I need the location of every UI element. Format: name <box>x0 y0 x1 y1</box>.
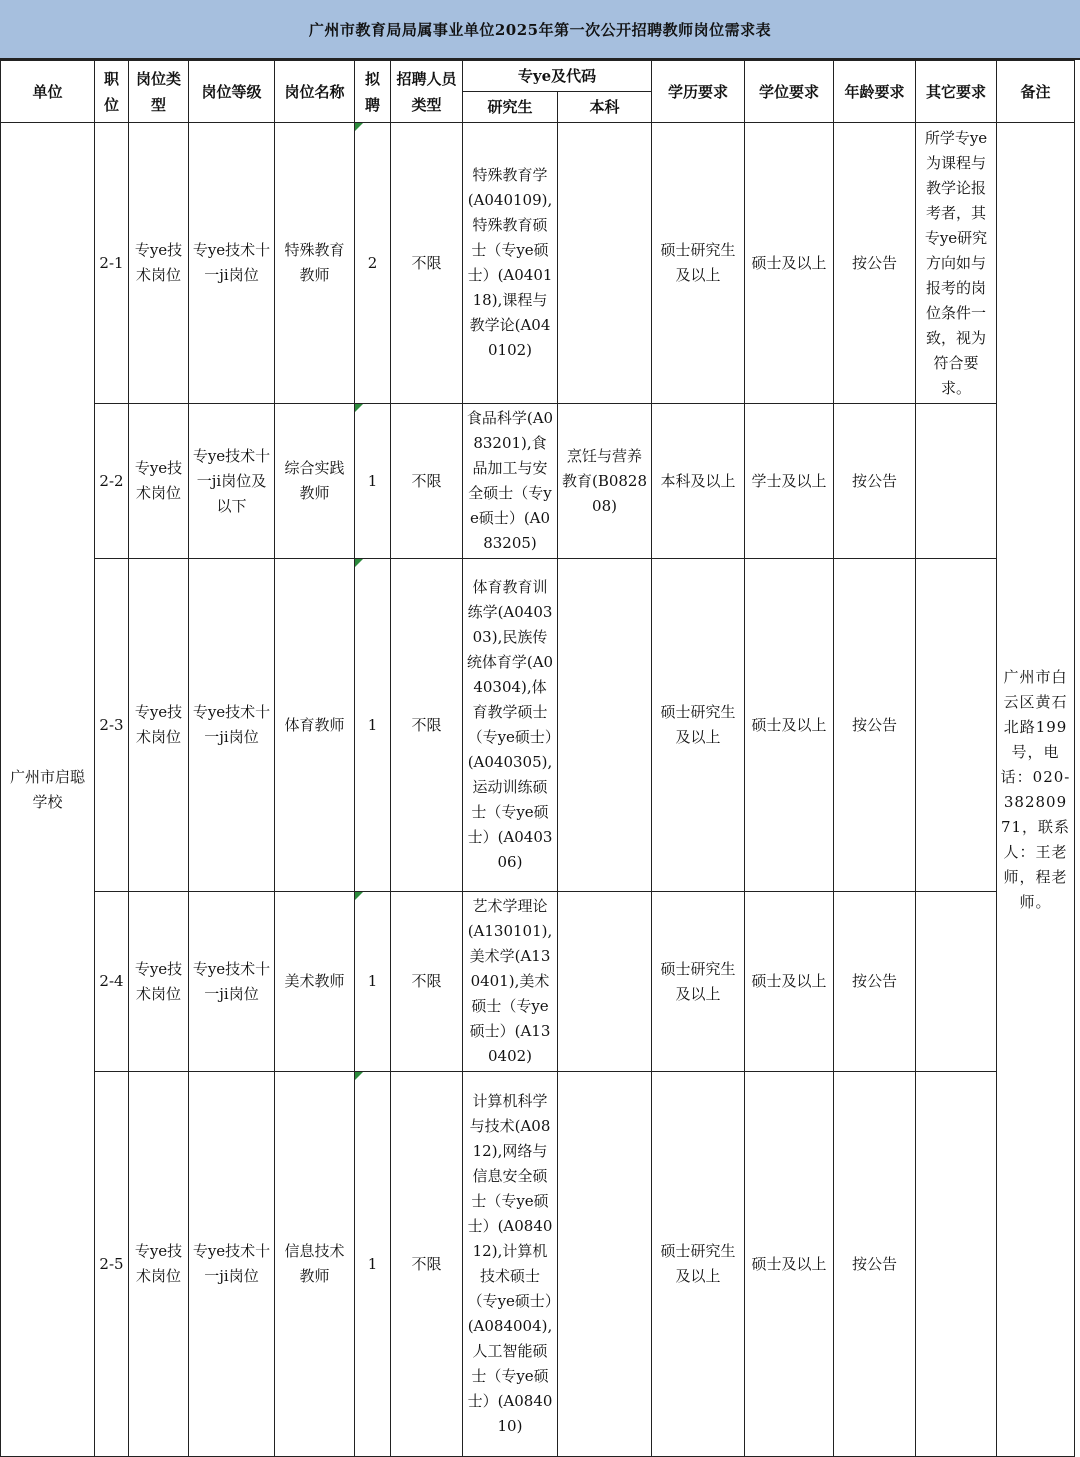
age-requirement: 按公告 <box>834 1072 916 1457</box>
post-level: 专ye技术十一ji岗位 <box>189 892 275 1072</box>
undergrad-majors <box>558 559 652 892</box>
header-post-code: 职位 <box>95 61 129 123</box>
personnel-type: 不限 <box>391 123 463 404</box>
header-personnel-type: 招聘人员类型 <box>391 61 463 123</box>
header-age: 年龄要求 <box>834 61 916 123</box>
other-requirement <box>916 892 997 1072</box>
personnel-type: 不限 <box>391 892 463 1072</box>
post-name: 综合实践教师 <box>275 404 355 559</box>
post-type: 专ye技术岗位 <box>129 892 189 1072</box>
unit-cell: 广州市启聪学校 <box>1 123 95 1457</box>
graduate-majors: 艺术学理论(A130101),美术学(A130401),美术硕士（专ye硕士）(A130402) <box>463 892 558 1072</box>
post-type: 专ye技术岗位 <box>129 559 189 892</box>
header-education: 学历要求 <box>652 61 745 123</box>
degree-requirement: 学士及以上 <box>745 404 834 559</box>
post-name: 美术教师 <box>275 892 355 1072</box>
header-degree: 学位要求 <box>745 61 834 123</box>
post-level: 专ye技术十一ji岗位及以下 <box>189 404 275 559</box>
header-quota: 拟聘 <box>355 61 391 123</box>
undergrad-majors <box>558 892 652 1072</box>
other-requirement: 所学专ye为课程与教学论报考者，其专ye研究方向如与报考的岗位条件一致，视为符合要求。 <box>916 123 997 404</box>
education-requirement: 硕士研究生及以上 <box>652 123 745 404</box>
other-requirement <box>916 559 997 892</box>
header-remarks: 备注 <box>997 61 1075 123</box>
age-requirement: 按公告 <box>834 404 916 559</box>
post-level: 专ye技术十一ji岗位 <box>189 1072 275 1457</box>
education-requirement: 硕士研究生及以上 <box>652 559 745 892</box>
undergrad-majors <box>558 1072 652 1457</box>
personnel-type: 不限 <box>391 1072 463 1457</box>
post-level: 专ye技术十一ji岗位 <box>189 559 275 892</box>
post-code: 2-3 <box>95 559 129 892</box>
education-requirement: 本科及以上 <box>652 404 745 559</box>
degree-requirement: 硕士及以上 <box>745 123 834 404</box>
header-post-type: 岗位类型 <box>129 61 189 123</box>
quota: 2 <box>355 123 391 404</box>
graduate-majors: 食品科学(A083201),食品加工与安全硕士（专ye硕士）(A083205) <box>463 404 558 559</box>
header-graduate: 研究生 <box>463 92 558 123</box>
post-type: 专ye技术岗位 <box>129 404 189 559</box>
header-other: 其它要求 <box>916 61 997 123</box>
other-requirement <box>916 1072 997 1457</box>
post-type: 专ye技术岗位 <box>129 123 189 404</box>
degree-requirement: 硕士及以上 <box>745 1072 834 1457</box>
post-name: 体育教师 <box>275 559 355 892</box>
table-row <box>1 892 1080 1072</box>
table-row <box>1 123 1080 404</box>
table-row <box>1 559 1080 892</box>
quota: 1 <box>355 404 391 559</box>
table-title: 广州市教育局局属事业单位2025年第一次公开招聘教师岗位需求表 <box>0 0 1080 60</box>
header-major-group: 专ye及代码 <box>463 61 652 92</box>
age-requirement: 按公告 <box>834 892 916 1072</box>
post-code: 2-2 <box>95 404 129 559</box>
header-post-level: 岗位等级 <box>189 61 275 123</box>
other-requirement <box>916 404 997 559</box>
education-requirement: 硕士研究生及以上 <box>652 1072 745 1457</box>
quota: 1 <box>355 892 391 1072</box>
graduate-majors: 体育教育训练学(A040303),民族传统体育学(A040304),体育教学硕士（专ye硕士）(A040305),运动训练硕士（专ye硕士）(A040306) <box>463 559 558 892</box>
header-post-name: 岗位名称 <box>275 61 355 123</box>
quota: 1 <box>355 559 391 892</box>
degree-requirement: 硕士及以上 <box>745 559 834 892</box>
personnel-type: 不限 <box>391 404 463 559</box>
recruitment-table <box>0 60 1080 1457</box>
graduate-majors: 计算机科学与技术(A0812),网络与信息安全硕士（专ye硕士）(A084012),计算机技术硕士（专ye硕士）(A084004),人工智能硕士（专ye硕士）(A084010) <box>463 1072 558 1457</box>
post-level: 专ye技术十一ji岗位 <box>189 123 275 404</box>
header-unit: 单位 <box>1 61 95 123</box>
education-requirement: 硕士研究生及以上 <box>652 892 745 1072</box>
quota: 1 <box>355 1072 391 1457</box>
post-code: 2-1 <box>95 123 129 404</box>
post-type: 专ye技术岗位 <box>129 1072 189 1457</box>
age-requirement: 按公告 <box>834 559 916 892</box>
age-requirement: 按公告 <box>834 123 916 404</box>
graduate-majors: 特殊教育学(A040109),特殊教育硕士（专ye硕士）(A040118),课程与教学论(A040102) <box>463 123 558 404</box>
post-code: 2-4 <box>95 892 129 1072</box>
header-undergrad: 本科 <box>558 92 652 123</box>
personnel-type: 不限 <box>391 559 463 892</box>
degree-requirement: 硕士及以上 <box>745 892 834 1072</box>
post-name: 信息技术教师 <box>275 1072 355 1457</box>
post-code: 2-5 <box>95 1072 129 1457</box>
table-row <box>1 1072 1080 1457</box>
header-row <box>1 61 1080 92</box>
post-name: 特殊教育教师 <box>275 123 355 404</box>
table-row <box>1 404 1080 559</box>
undergrad-majors: 烹饪与营养教育(B082808) <box>558 404 652 559</box>
remarks-cell: 广州市白云区黄石北路199号，电话：020-38280971，联系人：王老师，程老师。 <box>997 123 1075 1457</box>
undergrad-majors <box>558 123 652 404</box>
